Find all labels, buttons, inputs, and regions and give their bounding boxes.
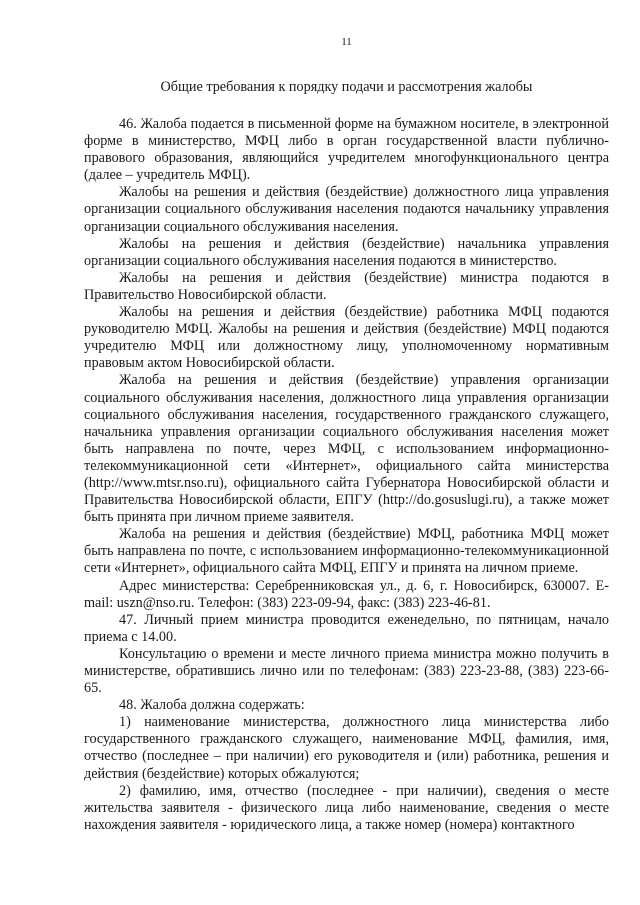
- paragraph-mfc-complaints: Жалобы на решения и действия (бездействие) работника МФЦ подаются руководителю МФЦ. Жалобы на решения и действия (бездействие) МФЦ подаются учредителю МФЦ или должностному лицу, уполномоченному нормативным правовым актом Новосибирской области.: [84, 304, 609, 372]
- paragraph-ministry-address: Адрес министерства: Серебренниковская ул., д. 6, г. Новосибирск, 630007. E-mail: uszn@nso.ru. Телефон: (383) 223-09-94, факс: (383) 223-46-81.: [84, 577, 609, 611]
- paragraph-minister-complaints: Жалобы на решения и действия (бездействие) министра подаются в Правительство Новосибирской области.: [84, 269, 609, 303]
- page-number: 11: [341, 36, 352, 48]
- paragraph-48: 48. Жалоба должна содержать:: [119, 697, 305, 714]
- section-heading: Общие требования к порядку подачи и рассмотрения жалобы: [160, 79, 533, 95]
- paragraph-48-item-2: 2) фамилию, имя, отчество (последнее - при наличии), сведения о месте жительства заявителя - физического лица либо наименование, сведения о месте нахождения заявителя - юридического лица, а также номер (номера) контактного: [84, 782, 609, 833]
- paragraph-47: 47. Личный прием министра проводится еженедельно, по пятницам, начало приема с 14.00.: [84, 611, 609, 645]
- paragraph-mfc-submission: Жалоба на решения и действия (бездействие) МФЦ, работника МФЦ может быть направлена по почте, с использованием информационно-телекоммуникационной сети «Интернет», официального сайта МФЦ, ЕПГУ и принята на личном приеме.: [84, 526, 609, 577]
- paragraph-48-item-1: 1) наименование министерства, должностного лица министерства либо государственного гражданского служащего, наименование МФЦ, фамилия, имя, отчество (последнее – при наличии) его руководителя и (или) работника, решения и действия (бездействие) которых обжалуются;: [84, 714, 609, 782]
- document-body: [84, 116, 609, 834]
- paragraph-consultation: Консультацию о времени и месте личного приема министра можно получить в министерстве, обратившись лично или по телефонам: (383) 223-23-88, (383) 223-66-65.: [84, 645, 609, 697]
- paragraph-submission-channels: Жалоба на решения и действия (бездействие) управления организации социального обслуживания населения, должностного лица управления организации социального обслуживания населения, государственного гражданского служащего, начальника управления организации социального обслуживания населения может быть направлена по почте, через МФЦ, с использованием информационно-телекоммуникационной сети «Интернет», официального сайта министерства (http://www.mtsr.nso.ru), официального сайта Губернатора Новосибирской области и Правительства Новосибирской области, ЕПГУ (http://do.gosuslugi.ru), а также может быть принята при личном приеме заявителя.: [84, 372, 609, 526]
- paragraph-head-complaints: Жалобы на решения и действия (бездействие) начальника управления организации социального обслуживания населения подаются в министерство.: [84, 235, 609, 269]
- paragraph-official-complaints: Жалобы на решения и действия (бездействие) должностного лица управления организации социального обслуживания населения подаются начальнику управления организации социального обслуживания населения.: [84, 184, 609, 235]
- paragraph-46: 46. Жалоба подается в письменной форме на бумажном носителе, в электронной форме в министерство, МФЦ либо в орган государственной власти публично-правового образования, являющийся учредителем многофункционального центра (далее – учредитель МФЦ).: [84, 116, 609, 184]
